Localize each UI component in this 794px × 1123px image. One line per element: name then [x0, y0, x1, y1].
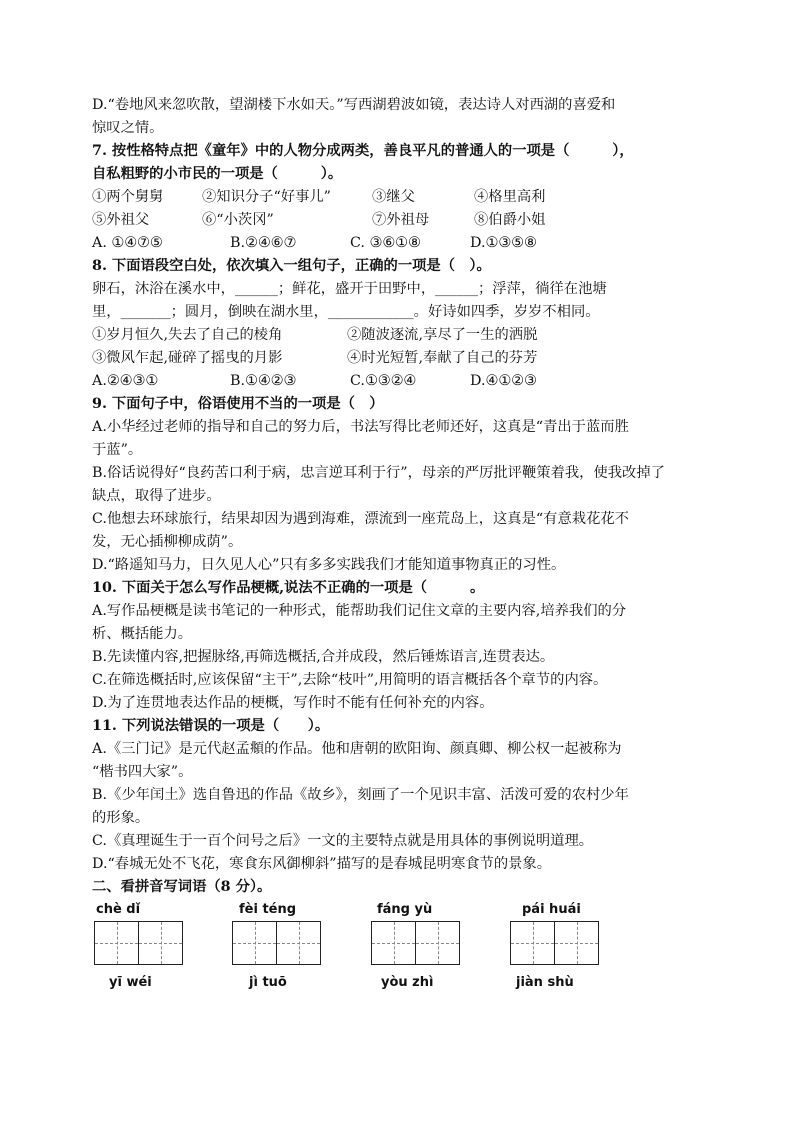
q7-item-6: ⑥“小茨冈”	[202, 212, 274, 228]
pinyin-row-2	[92, 969, 704, 999]
q8-sentence-1: ①岁月恒久,失去了自己的棱角	[92, 327, 283, 343]
q8-option-d: D.④①②③	[470, 373, 537, 389]
q7-option-c: C. ③⑥①⑧	[350, 235, 421, 251]
pinyin-label: pái huái	[522, 902, 581, 917]
q8-option-b: B.①④②③	[230, 373, 297, 389]
q9-option-c-line1: C.他想去环球旅行，结果却因为遇到海难，漂流到一座荒岛上，这真是“有意栽花花不	[92, 511, 629, 527]
q8-passage-line1: 卵石，沐浴在溪水中，______；鲜花，盛开于田野中，______；浮萍，徜徉在池塘	[92, 281, 607, 297]
q7-item-3: ③继父	[372, 189, 415, 205]
q9-option-a-line2: 于蓝”。	[92, 442, 143, 458]
pinyin-label: jì tuō	[249, 975, 287, 990]
q8-sentences-row2	[92, 347, 704, 370]
pinyin-label: fáng yù	[377, 902, 433, 917]
writing-grid[interactable]	[371, 921, 459, 965]
q9-option-b-line2: 缺点，取得了进步。	[92, 488, 221, 504]
writing-cell[interactable]	[371, 921, 416, 965]
q7-item-7: ⑦外祖母	[372, 212, 430, 228]
q11-option-d: D.“春城无处不飞花，寒食东风御柳斜”描写的是春城昆明寒食节的景象。	[92, 856, 552, 872]
q8-sentence-3: ③微风乍起,碰碎了摇曳的月影	[92, 350, 283, 366]
q10-option-a-line1: A.写作品梗概是读书笔记的一种形式，能帮助我们记住文章的主要内容,培养我们的分	[92, 603, 627, 619]
q7-item-2: ②知识分子“好事儿”	[202, 189, 331, 205]
q7-option-d: D.①③⑤⑧	[470, 235, 537, 251]
q9-option-c-line2: 发，无心插柳柳成荫”。	[92, 534, 243, 550]
writing-grid[interactable]	[94, 921, 182, 965]
writing-cell[interactable]	[138, 921, 183, 965]
q8-sentences-row1	[92, 324, 704, 347]
writing-grid[interactable]	[232, 921, 320, 965]
q7-items-row2	[92, 209, 704, 232]
q11-option-b-line1: B.《少年闰土》选自鲁迅的作品《故乡》，刻画了一个见识丰富、活泼可爱的农村少年	[92, 787, 629, 803]
q9-stem: 9. 下面句子中，俗语使用不当的一项是（ ）	[92, 396, 384, 412]
pinyin-label: chè dǐ	[96, 902, 141, 917]
q7-item-1: ①两个舅舅	[92, 189, 164, 205]
q11-option-a-line1: A.《三门记》是元代赵孟頫的作品。他和唐朝的欧阳询、颜真卿、柳公权一起被称为	[92, 741, 622, 757]
q10-stem: 10. 下面关于怎么写作品梗概,说法不正确的一项是（ 。	[92, 580, 485, 596]
writing-grid[interactable]	[510, 921, 598, 965]
writing-cell[interactable]	[554, 921, 599, 965]
section2-title: 二、看拼音写词语（8 分）。	[92, 879, 272, 895]
pinyin-row-1	[92, 899, 704, 969]
q7-item-5: ⑤外祖父	[92, 212, 150, 228]
q9-option-a-line1: A.小华经过老师的指导和自己的努力后，书法写得比老师还好，这真是“青出于蓝而胜	[92, 419, 629, 435]
writing-cell[interactable]	[232, 921, 277, 965]
writing-cell[interactable]	[276, 921, 321, 965]
q7-stem-line2: 自私粗野的小市民的一项是（ ）。	[92, 166, 343, 182]
q9-option-b-line1: B.俗话说得好“良药苦口利于病，忠言逆耳利于行”，母亲的严厉批评鞭策着我，使我改掉了	[92, 465, 665, 481]
q11-option-a-line2: “楷书四大家”。	[92, 764, 193, 780]
q10-option-d: D.为了连贯地表达作品的梗概，写作时不能有任何补充的内容。	[92, 695, 494, 711]
writing-cell[interactable]	[415, 921, 460, 965]
q9-option-d: D.“路遥知马力，日久见人心”只有多多实践我们才能知道事物真正的习性。	[92, 557, 566, 573]
q11-option-c: C.《真理诞生于一百个问号之后》一文的主要特点就是用具体的事例说明道理。	[92, 833, 594, 849]
pinyin-label: jiàn shù	[516, 975, 574, 990]
pinyin-label: fèi téng	[239, 902, 297, 917]
q8-option-a: A.②④③①	[92, 373, 159, 389]
writing-cell[interactable]	[510, 921, 555, 965]
q7-option-b: B.②④⑥⑦	[230, 235, 297, 251]
writing-cell[interactable]	[94, 921, 139, 965]
pinyin-label: yòu zhì	[381, 975, 434, 990]
q10-option-a-line2: 析、概括能力。	[92, 626, 193, 642]
pinyin-label: yī wéi	[109, 975, 152, 990]
exam-page	[92, 94, 704, 999]
q10-option-c: C.在筛选概括时,应该保留“主干”,去除“枝叶”,用简明的语言概括各个章节的内容。	[92, 672, 608, 688]
q10-option-b: B.先读懂内容,把握脉络,再筛选概括,合并成段，然后锤炼语言,连贯表达。	[92, 649, 555, 665]
q7-item-4: ④格里高利	[474, 189, 546, 205]
q11-stem: 11. 下列说法错误的一项是（ ）。	[92, 718, 330, 734]
q8-passage-line2: 里，_______；圆月，倒映在湖水里，____________。好诗如四季，岁岁不相同。	[92, 304, 600, 320]
q8-sentence-2: ②随波逐流,享尽了一生的洒脱	[347, 327, 538, 343]
q8-options	[92, 370, 704, 393]
q7-items-row1	[92, 186, 704, 209]
q8-option-c: C.①③②④	[350, 373, 417, 389]
q7-item-8: ⑧伯爵小姐	[474, 212, 546, 228]
q7-option-a: A. ①④⑦⑤	[92, 235, 163, 251]
q11-option-b-line2: 的形象。	[92, 810, 150, 826]
q6-option-d-line2: 惊叹之情。	[92, 120, 164, 136]
q8-stem: 8. 下面语段空白处，依次填入一组句子，正确的一项是（ ）。	[92, 258, 491, 274]
q7-options	[92, 232, 704, 255]
q8-sentence-4: ④时光短暂,奉献了自己的芬芳	[347, 350, 538, 366]
q7-stem-line1: 7. 按性格特点把《童年》中的人物分成两类，善良平凡的普通人的一项是（ ），	[92, 143, 634, 159]
q6-option-d-line1: D.“卷地风来忽吹散，望湖楼下水如天。”写西湖碧波如镜，表达诗人对西湖的喜爱和	[92, 97, 616, 113]
